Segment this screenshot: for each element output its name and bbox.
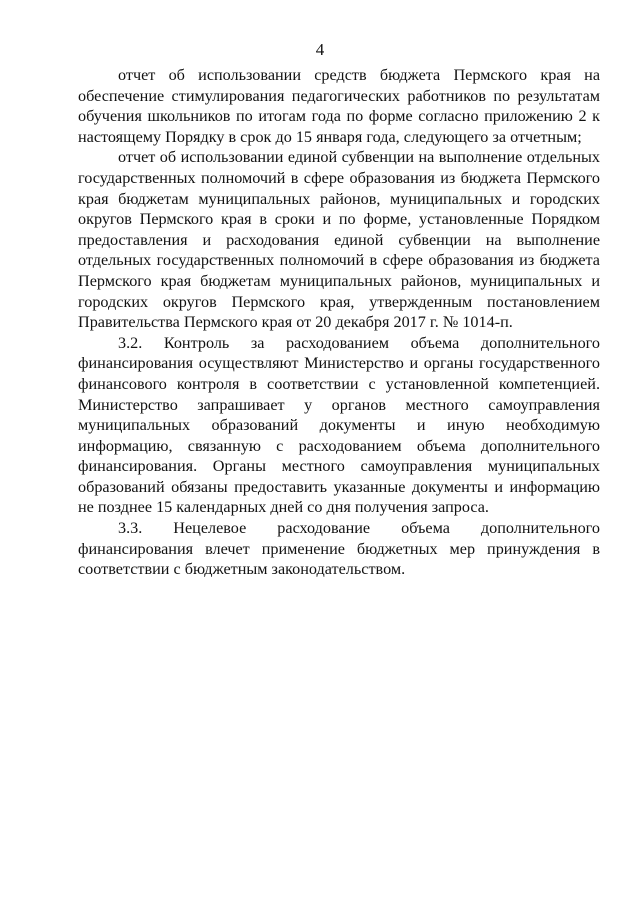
paragraph-report-subvention: отчет об использовании единой субвенции на выполнение отдельных государственных полномочий в сфере образования из бюджета Пермского края бюджетам муниципальных районов, муниципальных и городских округов Пермского края в сроки и по форме, установленные Порядком предоставления и расходования единой субвенции на выполнение отдельных государственных полномочий в сфере образования из бюджета Пермского края бюджетам муниципальных районов, муниципальных и городских округов Пермского края, утвержденным постановлением Правительства Пермского края от 20 декабря 2017 г. № 1014-п.	[78, 148, 600, 332]
document-body	[78, 65, 600, 580]
paragraph-3-3-misuse: 3.3. Нецелевое расходование объема дополнительного финансирования влечет применение бюджетных мер принуждения в соответствии с бюджетным законодательством.	[78, 519, 600, 579]
paragraph-3-2-control: 3.2. Контроль за расходованием объема дополнительного финансирования осуществляют Министерство и органы государственного финансового контроля в соответствии с установленной компетенцией. Министерство запрашивает у органов местного самоуправления муниципальных образований документы и иную необходимую информацию, связанную с расходованием объема дополнительного финансирования. Органы местного самоуправления муниципальных образований обязаны предоставить указанные документы и информацию не позднее 15 календарных дней со дня получения запроса.	[78, 333, 600, 517]
page-number: 4	[315, 40, 325, 59]
paragraph-report-stimulation: отчет об использовании средств бюджета Пермского края на обеспечение стимулирования педагогических работников по результатам обучения школьников по итогам года по форме согласно приложению 2 к настоящему Порядку в срок до 15 января года, следующего за отчетным;	[78, 66, 600, 146]
